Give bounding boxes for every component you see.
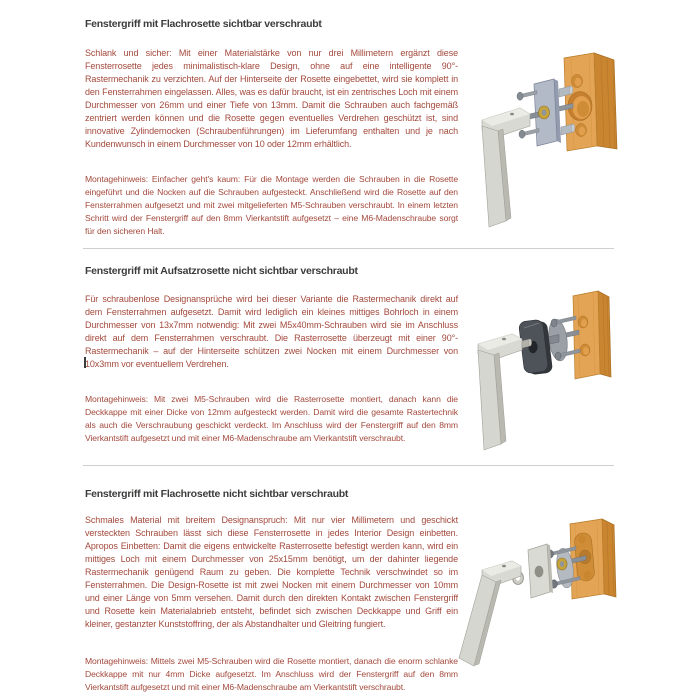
section-3-montagehinweis: Montagehinweis: Mittels zwei M5-Schrauben wird die Rosette montiert, danach die enorm schlanke Deckkappe mit nur 4mm Dicke aufgesetzt. Im Anschluss wird der Fenstergriff auf den 8mm Vierkantstift aufgesetzt und mit einer M6-Madenschraube am Vierkantstift verschraubt. [85,656,458,692]
thin-cover-cap [528,544,553,598]
section-3-body: Schmales Material mit breitem Designanspruch: Mit nur vier Millimetern und geschickt versteckten Schrauben lässt sich diese Fensterrosette in jedes Interior Design einbetten. Apropos Einbetten: Damit die eigens entwickelte Rasterrosette befestigt werden kann, wird ein mittiges Loch mit einem Durchmesser von 25x15mm benötigt, um der dahinter liegende Rastermechanik genügend Raum zu geben. Die komplette Technik verschwindet so im Fensterrahmen. Die Design-Rosette ist mit zwei Nocken mit einem Durchmesser von 10mm und einer Länge von 5mm versehen. Damit durch den direkten Kontakt zwischen Fenstergriff und Rosette kein Materialabrieb entsteht, befindet sich zwischen Deckkappe und Griff ein kleiner, gestanzter Kunststoffring, der als Abstandhalter und Gleitring fungiert. [85,515,458,629]
brass-bearing-ring [557,558,567,570]
nocken-recess-top [572,75,583,88]
set-screw-hole [510,113,514,116]
text-cursor [84,357,86,368]
set-screw-hole [502,338,506,341]
screw-drill-hole-top [578,316,588,328]
window-handle [459,561,521,666]
set-screw-hole [502,565,506,568]
exploded-diagram-flachrosette-nicht-sichtbar [446,516,618,676]
section-1-montagehinweis: Montagehinweis: Einfacher geht's kaum: Für die Montage werden die Schrauben in die Rosette eingeführt und die Nocken auf die Schrauben aufgesteckt. Anschließend wird die Rosette auf den Fensterrahmen aufgesetzt und mit zwei mitgelieferten M5-Schrauben verschraubt. In einem letzten Schritt wird der Fenstergriff auf den 8mm Vierkantstift aufgesetzt – eine M6-Madenschraube sorgt für den sicheren Halt. [85,174,458,236]
nocken-recess-bottom [576,124,587,137]
screw-drill-hole-bottom [580,344,590,356]
cap-spindle-hole [535,566,544,578]
window-handle [482,108,530,227]
section-1-heading: Fenstergriff mit Flachrosette sichtbar verschraubt [85,18,322,30]
section-2-montagehinweis: Montagehinweis: Mit zwei M5-Schrauben wird die Rasterrosette montiert, danach kann die Deckkappe mit einer Dicke von 12mm aufgesteckt werden. Damit wird die gesamte Rastertechnik als auch die Verschraubung geschickt verdeckt. Im Anschluss wird der Fenstergriff auf den 8mm Vierkantstift aufgesetzt und mit einer M6-Madenschraube am Vierkantstift verschraubt. [85,394,458,443]
exploded-diagram-aufsatzrosette [466,286,616,456]
window-frame-wood-block [573,291,611,379]
section-3-heading: Fenstergriff mit Flachrosette nicht sichtbar verschraubt [85,488,349,500]
window-frame-wood-block [564,53,617,151]
section-divider-1 [83,248,614,249]
section-2-body: Für schraubenlose Designansprüche wird bei dieser Variante die Rastermechanik direkt auf dem Fensterrahmen aufgesetzt. Damit wird lediglich ein kleines mittiges Bohrloch in einem Durchmesser von 13x7mm notwendig: Mit zwei M5x40mm-Schrauben wird sie im Anschluss direkt auf dem Fensterrahmen verschraubt. Die Rasterrosette überzeugt mit einer 90°-Rastermechanik – auf der Hinterseite schützen zwei Nocken mit einem Durchmesser von 10x3mm vor eventuellem Verdrehen. [85,294,458,369]
section-divider-2 [83,465,614,466]
brass-bearing-ring [539,106,550,119]
section-2-heading: Fenstergriff mit Aufsatzrosette nicht sichtbar verschraubt [85,265,358,277]
section-1-body: Schlank und sicher: Mit einer Materialstärke von nur drei Millimetern ergänzt diese Fensterrosette jedes minimalistisch-klare Design, ohne auf eine intelligente 90°-Rastermechanik zu verzichten. Auf der Hinterseite der Rosette eingebettet, wird sie komplett in den Fensterrahmen eingelassen. Alles, was es dafür braucht, ist ein zentrisches Loch mit einem Durchmesser von 26mm und einer Tiefe von 13mm. Damit die Schrauben auch fachgemäß zentriert werden können und die Rosette gegen eventuelles Verdrehen geschützt ist, sind innovative Zylindernocken (Schraubenführungen) im Lieferumfang enthalten und je nach Kundenwunsch in einem Durchmesser von 10 oder 12mm erhältlich. [85,48,458,149]
exploded-diagram-flachrosette-sichtbar [470,46,620,236]
